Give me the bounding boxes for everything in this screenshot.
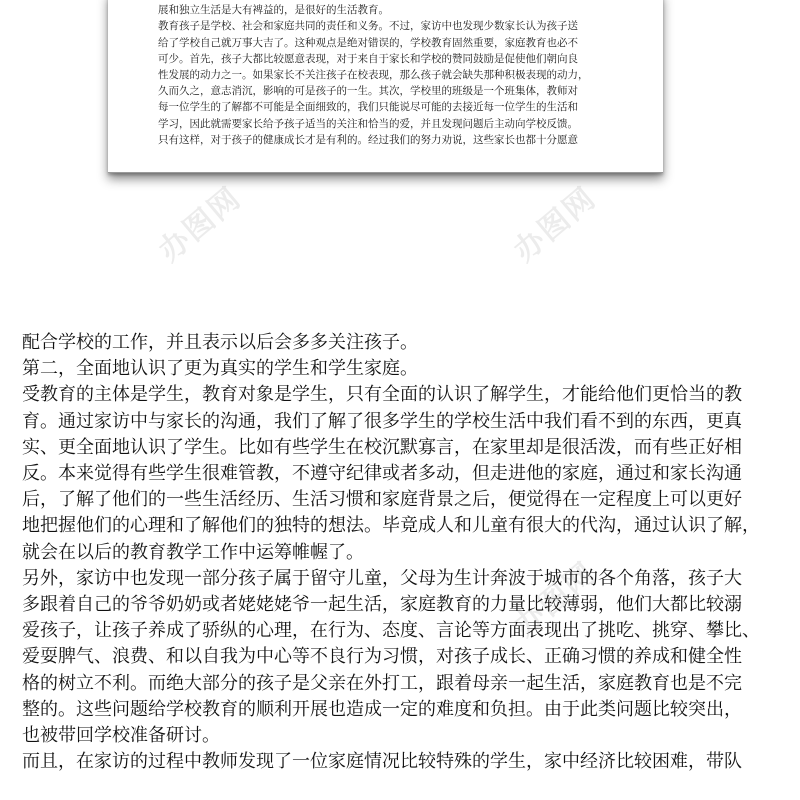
body-line: 配合学校的工作，并且表示以后会多多关注孩子。 xyxy=(22,332,418,353)
preview-line: 给了学校自己就万事大吉了。这种观点是绝对错误的，学校教育固然重要，家庭教育也必不 xyxy=(158,36,578,49)
preview-line: 久而久之，意志消沉，影响的可是孩子的一生。其次，学校里的班级是一个班集体，教师对 xyxy=(158,85,578,98)
watermark: 办图网 xyxy=(507,555,604,644)
body-line: 也被带回学校准备研讨。 xyxy=(22,725,220,747)
preview-line: 只有这样，对于孩子的健康成长才是有利的。经过我们的努力劝说，这些家长也都十分愿意 xyxy=(158,133,578,146)
body-line: 地把握他们的心理和了解他们的独特的想法。毕竟成人和儿童有很大的代沟，通过认识了解， xyxy=(22,515,760,537)
body-line: 就会在以后的教育教学工作中运筹帷幄了。 xyxy=(22,541,364,563)
body-line: 后，了解了他们的一些生活经历、生活习惯和家庭背景之后，便觉得在一定程度上可以更好 xyxy=(22,489,742,511)
preview-line: 展和独立生活是大有裨益的，是很好的生活教育。 xyxy=(158,4,389,17)
body-line: 格的树立不利。而绝大部分的孩子是父亲在外打工，跟着母亲一起生活，家庭教育也是不完 xyxy=(22,672,742,694)
preview-line: 可少。首先，孩子大都比较愿意表现，对于来自于家长和学校的赞同鼓励是促使他们朝向良 xyxy=(158,52,578,65)
body-line: 爱耍脾气、浪费、和以自我为中心等不良行为习惯，对孩子成长、正确习惯的养成和健全性 xyxy=(22,646,742,668)
body-line: 育。通过家访中与家长的沟通，我们了解了很多学生的学校生活中我们看不到的东西，更真 xyxy=(22,410,742,432)
watermark: 办图网 xyxy=(507,180,604,269)
body-line: 受教育的主体是学生，教育对象是学生，只有全面的认识了解学生，才能给他们更恰当的教 xyxy=(22,384,742,406)
body-line: 第二，全面地认识了更为真实的学生和学生家庭。 xyxy=(22,358,418,380)
body-line: 整的。这些问题给学校教育的顺利开展也造成一定的难度和负担。由于此类问题比较突出， xyxy=(22,698,742,720)
preview-line: 教育孩子是学校、社会和家庭共同的责任和义务。不过，家访中也发现少数家长认为孩子送 xyxy=(158,20,578,33)
preview-line: 每一位学生的了解都不可能是全面细致的，我们只能说尽可能的去接近每一位学生的生活和 xyxy=(158,101,578,114)
watermark: 办图网 xyxy=(152,180,249,269)
document-body xyxy=(22,330,782,775)
body-line: 而且，在家访的过程中教师发现了一位家庭情况比较特殊的学生，家中经济比较困难，带队 xyxy=(22,751,742,773)
preview-line: 性发展的动力之一。如果家长不关注孩子在校表现，那么孩子就会缺失那种积极表现的动力， xyxy=(158,69,589,82)
preview-text xyxy=(158,0,636,148)
body-line: 反。本来觉得有些学生很难管教，不遵守纪律或者多动，但走进他的家庭，通过和家长沟通 xyxy=(22,463,742,485)
body-line: 实、更全面地认识了学生。比如有些学生在校沉默寡言，在家里却是很活泼，而有些正好相 xyxy=(22,436,742,458)
body-line: 另外，家访中也发现一部分孩子属于留守儿童，父母为生计奔波于城市的各个角落，孩子大 xyxy=(22,567,742,589)
body-line: 多跟着自己的爷爷奶奶或者姥姥姥爷一起生活，家庭教育的力量比较薄弱，他们大都比较溺 xyxy=(22,594,742,616)
body-line: 爱孩子，让孩子养成了骄纵的心理，在行为、态度、言论等方面表现出了挑吃、挑穿、攀比、 xyxy=(22,620,760,642)
preview-line: 学习，因此就需要家长给予孩子适当的关注和恰当的爱，并且发现问题后主动向学校反馈。 xyxy=(158,117,578,130)
document-preview-card xyxy=(108,0,663,173)
